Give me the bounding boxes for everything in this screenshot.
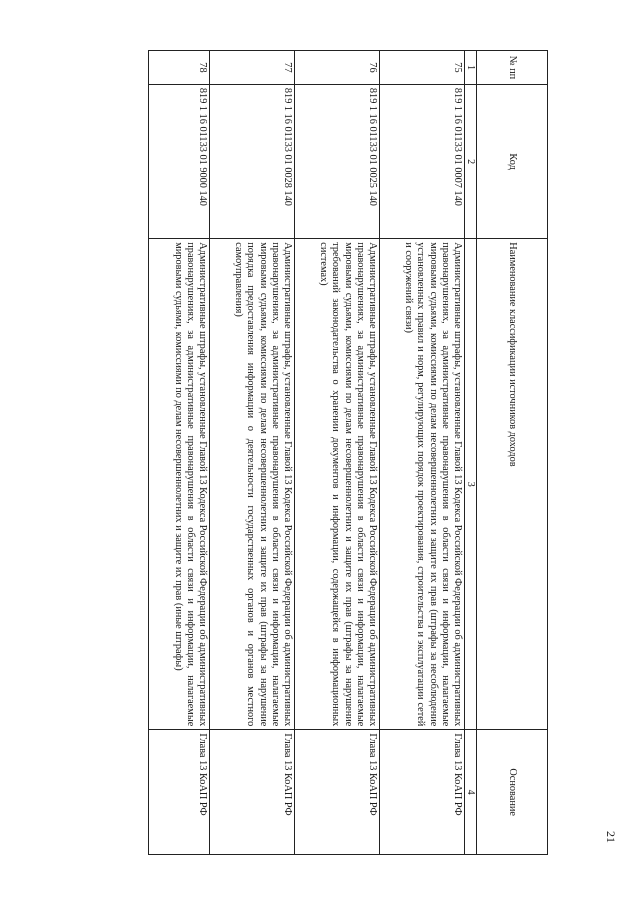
- row-num: 78: [149, 51, 210, 85]
- row-name: Административные штрафы, установленные Главой 13 Кодекса Российской Федерации об административных правонарушениях, за административные правонарушения в области связи и информации, налагаемые мировыми судьями, комиссиями по делам несовершеннолетних и защите их прав (штрафы за несоблюдение установленных правил и норм, регулирующих порядок проектирования, строительства и эксплуатации сетей и сооружений связи): [379, 239, 464, 730]
- row-name: Административные штрафы, установленные Главой 13 Кодекса Российской Федерации об административных правонарушениях, за административные правонарушения в области связи и информации, налагаемые мировыми судьями, комиссиями по делам несовершеннолетних и защите их прав (штрафы за нарушение требований законодательства о хранении документов и информации, содержащейся в информационных системах): [294, 239, 379, 730]
- row-num: 76: [294, 51, 379, 85]
- table-header-row: [477, 51, 548, 855]
- header-code: Код: [477, 84, 548, 238]
- header-basis: Основание: [477, 730, 548, 855]
- colnum-1: 1: [465, 51, 477, 85]
- row-num: 77: [209, 51, 294, 85]
- row-code: 819 1 16 01133 01 0028 140: [209, 84, 294, 238]
- row-basis: Глава 13 КоАП РФ: [209, 730, 294, 855]
- colnum-2: 2: [465, 84, 477, 238]
- table-row: [149, 51, 210, 855]
- row-basis: Глава 13 КоАП РФ: [379, 730, 464, 855]
- column-number-row: [465, 51, 477, 855]
- row-num: 75: [379, 51, 464, 85]
- table-row: [294, 51, 379, 855]
- row-basis: Глава 13 КоАП РФ: [294, 730, 379, 855]
- row-name: Административные штрафы, установленные Главой 13 Кодекса Российской Федерации об административных правонарушениях, за административные правонарушения в области связи и информации, налагаемые мировыми судьями, комиссиями по делам несовершеннолетних и защите их прав (штрафы за нарушение порядка предоставления информации о деятельности государственных органов и органов местного самоуправления): [209, 239, 294, 730]
- income-classification-table: [148, 50, 548, 855]
- colnum-3: 3: [465, 239, 477, 730]
- header-name: Наименование классификации источников доходов: [477, 239, 548, 730]
- row-code: 819 1 16 01133 01 0007 140: [379, 84, 464, 238]
- table-row: [209, 51, 294, 855]
- row-code: 819 1 16 01133 01 0025 140: [294, 84, 379, 238]
- row-basis: Глава 13 КоАП РФ: [149, 730, 210, 855]
- row-code: 819 1 16 01133 01 9000 140: [149, 84, 210, 238]
- page-number: 21: [604, 831, 618, 843]
- table-row: [379, 51, 464, 855]
- colnum-4: 4: [465, 730, 477, 855]
- header-num: № пп: [477, 51, 548, 85]
- row-name: Административные штрафы, установленные Главой 13 Кодекса Российской Федерации об административных правонарушениях, за административные правонарушения в области связи и информации, налагаемые мировыми судьями, комиссиями по делам несовершеннолетних и защите их прав (иные штрафы): [149, 239, 210, 730]
